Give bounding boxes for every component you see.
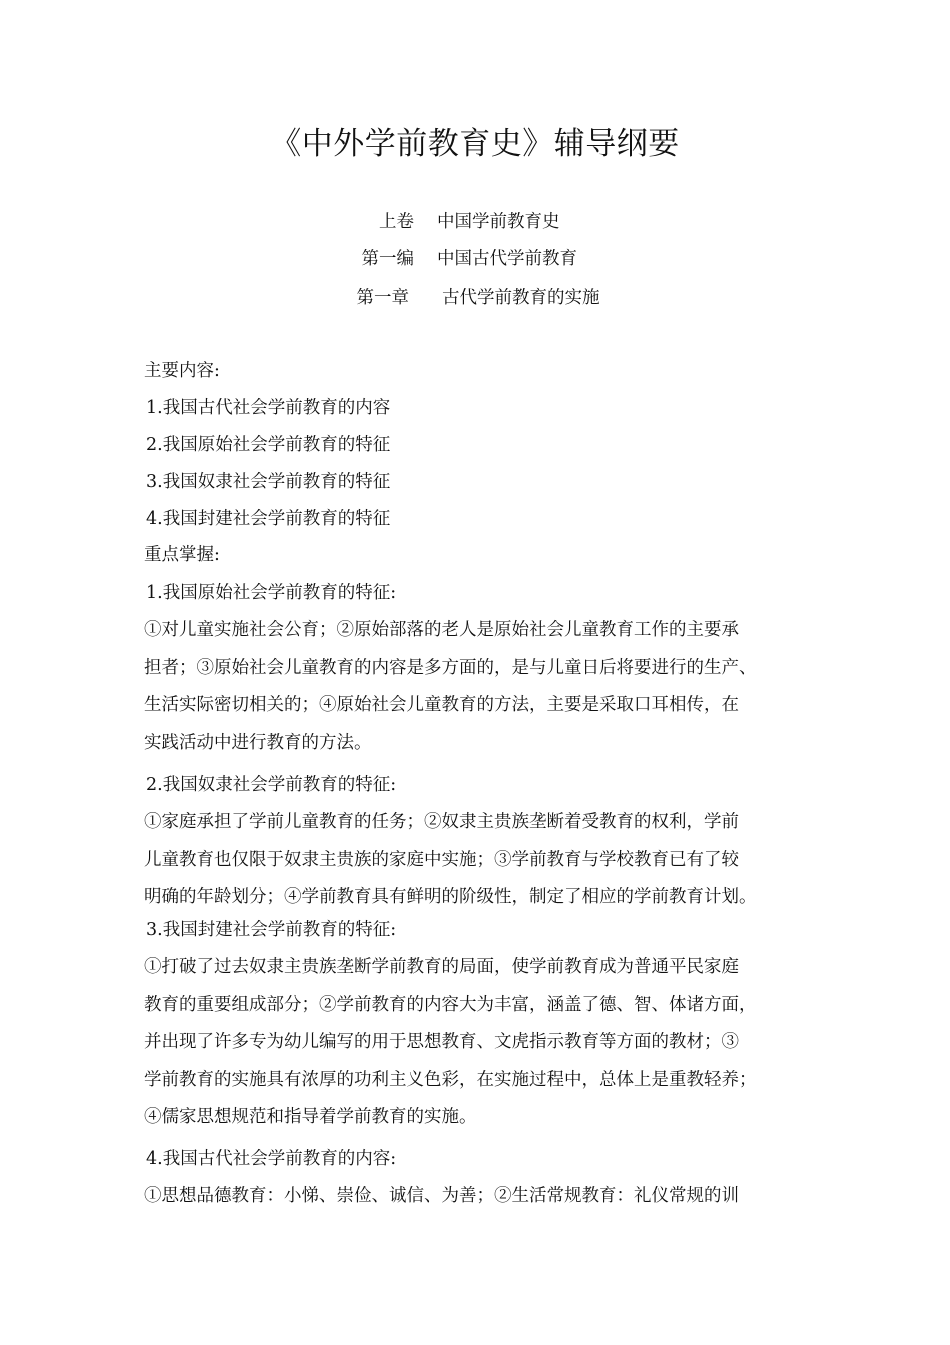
key-point-title: 4.我国古代社会学前教育的内容: bbox=[146, 1149, 397, 1169]
key-points-heading: 重点掌握: bbox=[144, 545, 220, 565]
key-point-section-3 bbox=[144, 911, 774, 1137]
document-title: 《中外学前教育史》辅导纲要 bbox=[270, 126, 680, 162]
key-point-line: ①对儿童实施社会公育；②原始部落的老人是原始社会儿童教育工作的主要承 bbox=[144, 620, 739, 640]
key-point-title: 3.我国封建社会学前教育的特征: bbox=[146, 920, 397, 940]
key-point-line: 并出现了许多专为幼儿编写的用于思想教育、文虎指示教育等方面的教材；③ bbox=[144, 1032, 739, 1052]
main-content-item: 2.我国原始社会学前教育的特征 bbox=[146, 435, 391, 455]
key-point-line: 明确的年龄划分；④学前教育具有鲜明的阶级性，制定了相应的学前教育计划。 bbox=[144, 887, 757, 907]
key-point-line: ①思想品德教育：小悌、崇俭、诚信、为善；②生活常规教育：礼仪常规的训 bbox=[144, 1186, 739, 1206]
key-point-section-1 bbox=[144, 574, 774, 762]
heading-chapter-label: 第一章 bbox=[356, 288, 409, 308]
main-content-item: 1.我国古代社会学前教育的内容 bbox=[146, 398, 391, 418]
key-point-line: 实践活动中进行教育的方法。 bbox=[144, 732, 372, 753]
heading-chapter-value: 古代学前教育的实施 bbox=[442, 288, 600, 308]
key-point-line: 担者；③原始社会儿童教育的内容是多方面的，是与儿童日后将要进行的生产、 bbox=[144, 657, 757, 678]
key-point-line: ①打破了过去奴隶主贵族垄断学前教育的局面，使学前教育成为普通平民家庭 bbox=[144, 957, 739, 977]
heading-volume-label: 上卷 bbox=[379, 212, 414, 232]
key-point-line: ④儒家思想规范和指导着学前教育的实施。 bbox=[144, 1107, 477, 1127]
key-point-title: 1.我国原始社会学前教育的特征: bbox=[146, 583, 397, 603]
heading-part-value: 中国古代学前教育 bbox=[437, 249, 577, 269]
main-content-section bbox=[144, 353, 774, 572]
key-point-line: ①家庭承担了学前儿童教育的任务；②奴隶主贵族垄断着受教育的权利，学前 bbox=[144, 812, 739, 832]
heading-part-label: 第一编 bbox=[361, 249, 414, 269]
key-point-line: 生活实际密切相关的；④原始社会儿童教育的方法，主要是采取口耳相传，在 bbox=[144, 695, 739, 715]
key-point-section-2 bbox=[144, 766, 774, 917]
heading-volume-value: 中国学前教育史 bbox=[437, 212, 560, 232]
key-point-title: 2.我国奴隶社会学前教育的特征: bbox=[146, 775, 397, 795]
key-point-section-4 bbox=[144, 1140, 774, 1216]
key-point-line: 学前教育的实施具有浓厚的功利主义色彩，在实施过程中，总体上是重教轻养； bbox=[144, 1069, 757, 1090]
main-content-item: 4.我国封建社会学前教育的特征 bbox=[146, 509, 391, 529]
key-point-line: 教育的重要组成部分；②学前教育的内容大为丰富，涵盖了德、智、体诸方面， bbox=[144, 994, 757, 1015]
main-content-heading: 主要内容: bbox=[144, 361, 220, 381]
main-content-item: 3.我国奴隶社会学前教育的特征 bbox=[146, 472, 391, 492]
key-point-line: 儿童教育也仅限于奴隶主贵族的家庭中实施；③学前教育与学校教育已有了较 bbox=[144, 849, 739, 870]
